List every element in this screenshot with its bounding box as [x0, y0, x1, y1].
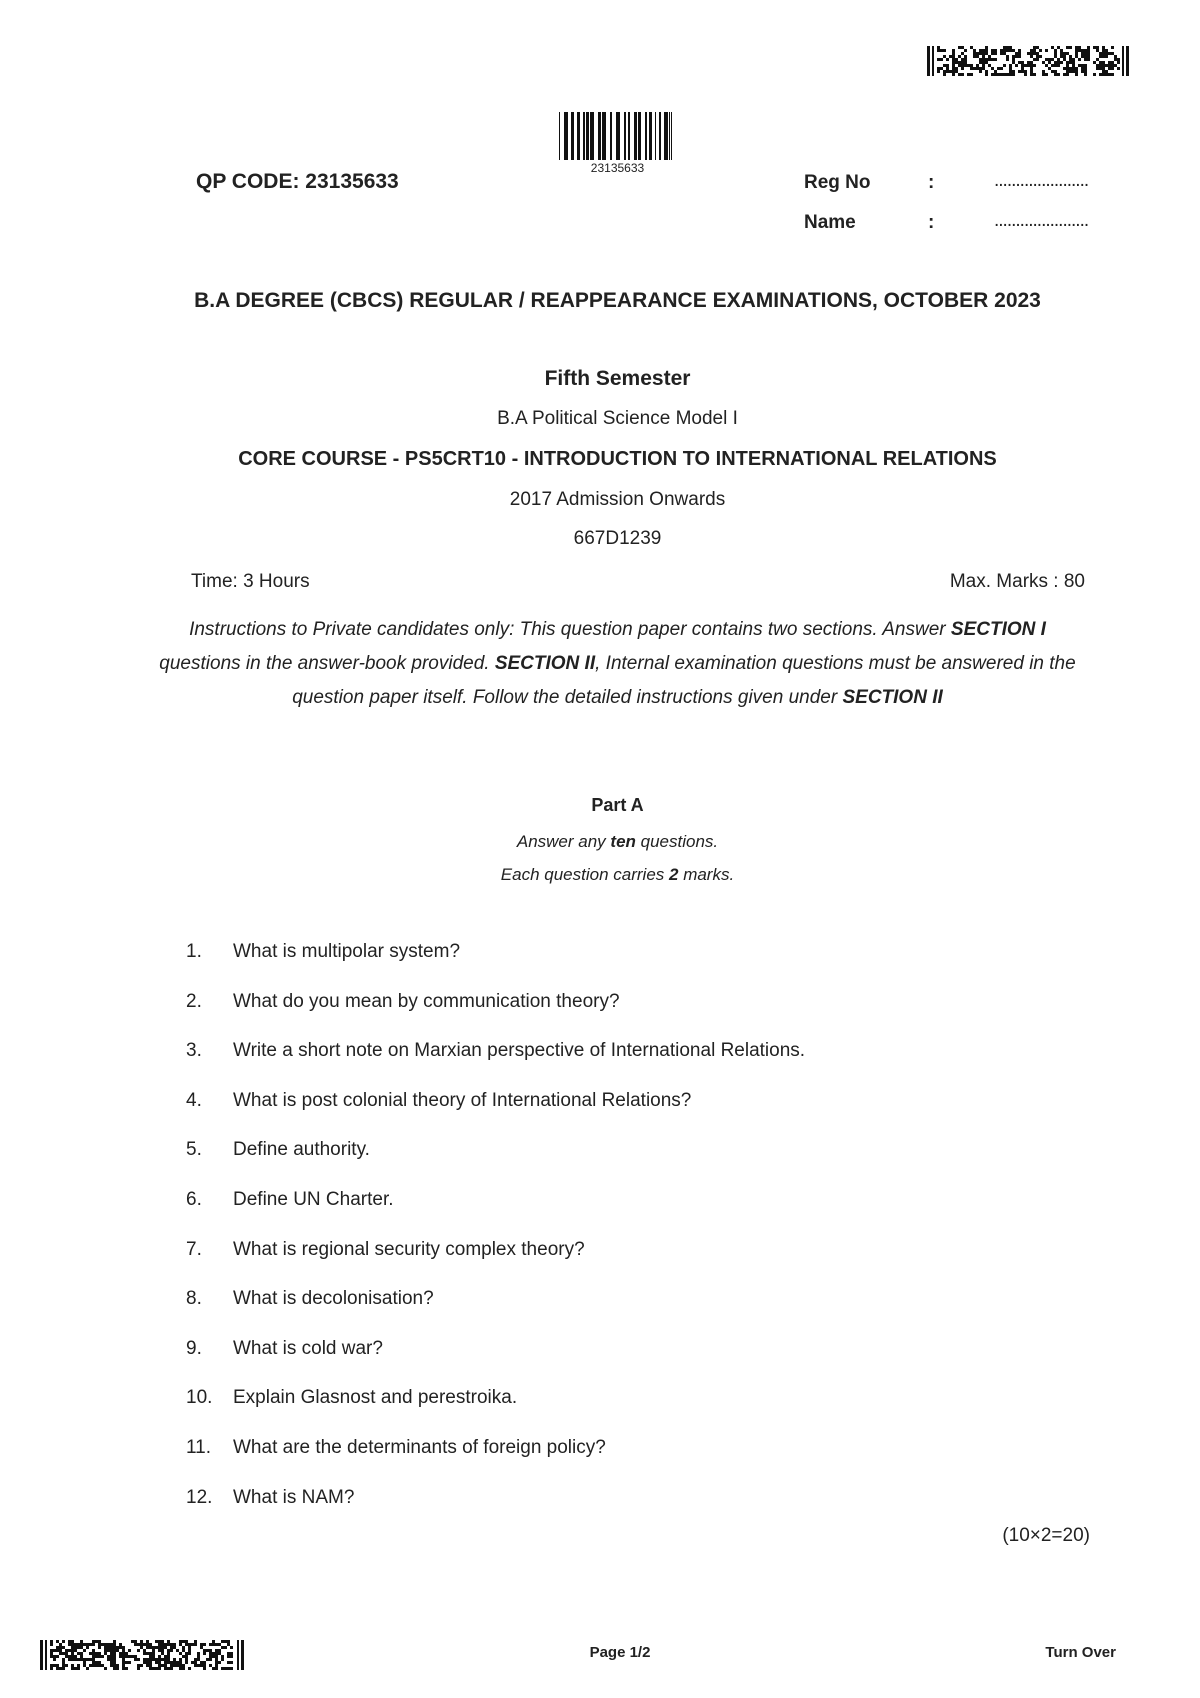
note2-pre: Each question carries — [500, 865, 669, 884]
exam-time: Time: 3 Hours — [191, 571, 310, 592]
question-text: What is post colonial theory of International Relations? — [233, 1089, 692, 1111]
question-number: 4. — [186, 1089, 202, 1111]
question-number: 7. — [186, 1238, 202, 1260]
question-item — [186, 1189, 805, 1239]
question-item — [186, 1288, 805, 1338]
instructions — [150, 613, 1085, 715]
reg-no-row — [804, 170, 1089, 194]
question-item — [186, 1040, 805, 1090]
instructions-bold-1: SECTION I — [950, 619, 1046, 640]
admission-note: 2017 Admission Onwards — [509, 489, 726, 510]
question-item — [186, 1139, 805, 1189]
question-text: What are the determinants of foreign policy? — [233, 1436, 606, 1458]
question-list — [186, 941, 805, 1536]
name-row — [804, 210, 1089, 234]
question-number: 6. — [186, 1188, 202, 1210]
part-a-note-answer — [140, 832, 1095, 852]
center-barcode-number: 23135633 — [590, 161, 645, 175]
question-number: 3. — [186, 1040, 202, 1062]
question-number: 2. — [186, 990, 202, 1012]
question-item — [186, 1487, 805, 1537]
instructions-text-2: questions in the answer-book provided. — [159, 653, 495, 674]
bottom-barcode — [40, 1640, 245, 1670]
max-marks: Max. Marks : 80 — [949, 571, 1085, 592]
center-barcode — [559, 112, 676, 160]
paper-code: 667D1239 — [573, 528, 662, 549]
question-number: 10. — [186, 1387, 213, 1409]
question-text: Define authority. — [233, 1139, 370, 1161]
question-item — [186, 991, 805, 1041]
question-text: What is cold war? — [233, 1337, 383, 1359]
question-number: 12. — [186, 1486, 213, 1508]
part-a-note-marks — [140, 865, 1095, 885]
reg-no-colon: : — [928, 172, 935, 193]
name-colon: : — [928, 212, 935, 233]
question-text: What is multipolar system? — [233, 941, 461, 962]
marks-total: (10×2=20) — [1002, 1525, 1090, 1546]
page-number: Page 1/2 — [589, 1644, 651, 1661]
note2-bold: 2 — [669, 865, 679, 884]
instructions-text-1: Instructions to Private candidates only: This question paper contains two sections. Answer — [189, 619, 951, 640]
question-text: What do you mean by communication theory? — [233, 990, 620, 1012]
question-number: 5. — [186, 1139, 202, 1161]
question-item — [186, 1437, 805, 1487]
question-item — [186, 1090, 805, 1140]
turn-over: Turn Over — [1045, 1644, 1116, 1661]
part-a-title: Part A — [591, 795, 644, 815]
note1-bold: ten — [610, 832, 636, 851]
note2-post: marks. — [678, 865, 735, 884]
reg-no-label: Reg No — [804, 172, 871, 193]
name-label: Name — [804, 212, 856, 233]
exam-title: B.A DEGREE (CBCS) REGULAR / REAPPEARANCE EXAMINATIONS, OCTOBER 2023 — [194, 289, 1041, 312]
course-title: CORE COURSE - PS5CRT10 - INTRODUCTION TO INTERNATIONAL RELATIONS — [238, 448, 997, 470]
question-number: 11. — [186, 1436, 212, 1458]
question-item — [186, 1387, 805, 1437]
note1-post: questions. — [635, 832, 719, 851]
semester: Fifth Semester — [544, 367, 691, 390]
instructions-text-3: , Internal examination questions must be answered in the question paper itself. Follow the detailed instructions given under — [292, 653, 1076, 708]
name-blank: ...................... — [994, 210, 1089, 231]
question-text: What is NAM? — [233, 1486, 355, 1508]
question-number: 1. — [186, 941, 202, 962]
question-text: Write a short note on Marxian perspective of International Relations. — [233, 1040, 806, 1062]
reg-no-blank: ...................... — [994, 170, 1089, 191]
instructions-bold-3: SECTION II — [842, 687, 943, 708]
top-barcode — [927, 46, 1130, 76]
question-item — [186, 1338, 805, 1388]
instructions-bold-2: SECTION II — [494, 653, 596, 674]
question-text: What is decolonisation? — [233, 1288, 434, 1310]
note1-pre: Answer any — [516, 832, 611, 851]
question-text: What is regional security complex theory? — [233, 1238, 585, 1260]
question-item — [186, 1239, 805, 1289]
question-number: 8. — [186, 1288, 202, 1310]
question-number: 9. — [186, 1337, 202, 1359]
question-text: Explain Glasnost and perestroika. — [233, 1387, 518, 1409]
question-item — [186, 941, 805, 991]
question-text: Define UN Charter. — [233, 1188, 394, 1210]
qp-code: QP CODE: 23135633 — [196, 170, 399, 193]
programme: B.A Political Science Model I — [497, 408, 738, 429]
